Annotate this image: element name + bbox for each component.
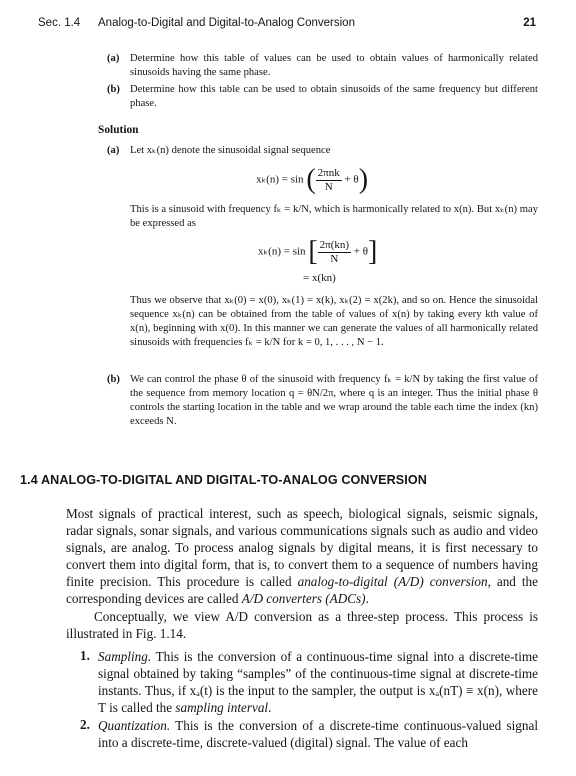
eq1-denominator: N [324, 180, 333, 193]
equation-1: xₖ(n) = sin ( $\frac{\text{2πnk}}{N}$ + θ) [256, 164, 369, 195]
eq2-numerator: 2π(kn) [319, 238, 350, 251]
p1-end: . [365, 591, 369, 607]
paragraph-2: Conceptually, we view A/D conversion as a three-step process. This process is illustrated in Fig. 1.14. [66, 609, 538, 642]
p1-middle: , and the corresponding devices are called [66, 574, 539, 607]
item1-emphasis: sampling interval [175, 700, 269, 716]
eq1-numerator: 2πnk [317, 166, 340, 179]
paragraph-1 [66, 505, 538, 608]
item1-text: This is the conversion of a continuous-time signal into a discrete-time signal obtained by taking “samples” of the continuous-time signal at discrete-time instants. Thus, if xₐ(t) is the input to the sampler, the output is xₐ(nT) ≡ x(n), where T is called the [98, 649, 538, 716]
p1-emphasis-ad-conversion: analog-to-digital (A/D) conversion [297, 574, 488, 590]
solution-a-intro: Let xₖ(n) denote the sinusoidal signal sequence [130, 145, 331, 156]
item1-end: . [268, 700, 272, 716]
problem-b-text: Determine how this table can be used to obtain sinusoids of the same frequency but different phase. [130, 84, 538, 109]
solution-b-label: (b) [107, 374, 120, 385]
equation-2: xₖ(n) = sin [ $\frac{2\pi(kn)}{N}$ + θ] [258, 236, 378, 267]
p1-start: Most signals of practical interest, such as speech, biological signals, seismic signals, radar signals, sonar signals, and various communications signals such as audio and video signals, are analog. To process analog signals by digital means, it is first necessary to convert them into digital form, that is, to convert them to a sequence of numbers having finite precision. This procedure is called [66, 506, 538, 590]
list-item-1-number: 1. [80, 648, 90, 663]
page-number: 21 [523, 17, 536, 29]
section-heading: 1.4 ANALOG-TO-DIGITAL AND DIGITAL-TO-ANALOG CONVERSION [20, 473, 427, 487]
p1-emphasis-adcs: A/D converters (ADCs) [241, 591, 366, 607]
eq1-lhs: xₖ(n) = sin [256, 173, 304, 186]
equation-3: = x(kn) [303, 272, 336, 284]
solution-a-label: (a) [107, 145, 120, 156]
list-item-sampling [98, 648, 538, 716]
eq2-denominator: N [330, 252, 339, 265]
problem-a-text: Determine how this table of values can be used to obtain values of harmonically related sinusoids having the same phase. [130, 53, 538, 78]
eq2-tail: + θ [353, 245, 369, 258]
item2-title: Quantization. [98, 718, 171, 733]
problem-a-label: (a) [107, 53, 120, 64]
item1-title: Sampling. [98, 649, 152, 664]
solution-a-middle: This is a sinusoid with frequency fₖ = k/N, which is harmonically related to x(n). But xₖ(n) may be expressed as [130, 204, 538, 229]
item2-text: This is the conversion of a discrete-time continuous-valued signal into a discrete-time, discrete-valued (digital) signal. The value of each [98, 718, 538, 751]
header-title: Analog-to-Digital and Digital-to-Analog Conversion [98, 17, 355, 29]
solution-a-end: Thus we observe that xₖ(0) = x(0), xₖ(1) = x(k), xₖ(2) = x(2k), and so on. Hence the sinusoidal sequence xₖ(n) can be obtained from the table of values of x(n) by taking every kth value of x(n), beginning with x(0). In this manner we can generate the values of all harmonically related sinusoids with frequencies fₖ = k/N for k = 0, 1, . . . , N − 1. [130, 295, 538, 348]
solution-heading: Solution [98, 124, 139, 136]
running-header [38, 17, 536, 33]
eq2-lhs: xₖ(n) = sin [258, 245, 306, 258]
solution-b-text: We can control the phase θ of the sinusoid with frequency fₖ = k/N by taking the first value of the sequence from memory location q = θN/2π, where q is an integer. Thus the initial phase θ controls the starting location in the table and we wrap around the table each time the index (kn) exceeds N. [130, 374, 538, 427]
header-section: Sec. 1.4 [38, 17, 81, 29]
problem-b-label: (b) [107, 84, 120, 95]
list-item-quantization [98, 717, 538, 751]
eq1-tail: + θ [344, 173, 359, 186]
list-item-2-number: 2. [80, 717, 90, 732]
